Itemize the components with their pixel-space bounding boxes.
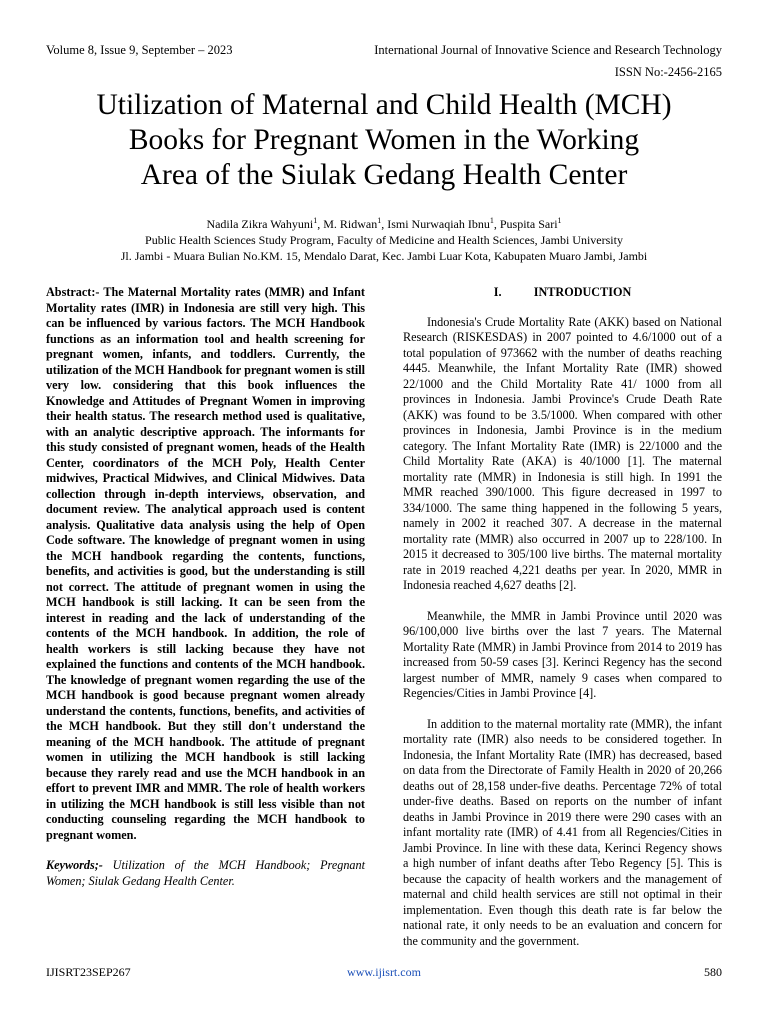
body-paragraph: Indonesia's Crude Mortality Rate (AKK) based on National Research (RISKESDAS) in 2007 pointed to 4.6/1000 out of a total population of 973662 with the number of deaths reaching 4445. Meanwhile, the Infant Mortality Rate (IMR) showed 22/1000 and the Child Mortality Rate 41/ 1000 from all provinces in Indonesia. Jambi Province's Crude Death Rate (AKK) was found to be 3.5/1000. When compared with other provinces in Indonesia, Jambi Province is in the medium category. The Infant Mortality Rate (IMR) is 22/1000 and the Child Mortality Rate (AKA) is 40/1000 [1]. The maternal mortality rate (MMR) in Indonesia is still high. In 1991 the MMR reached 390/1000. This figure decreased in 1997 to 334/1000. The same thing happened in the following 5 years, namely in 2002 it reached 307. A decrease in the maternal mortality rate (MMR) also occurred in 2007 up to 228/100. In 2015 it decreased to 305/100 live births. The maternal mortality rate in 2019 reached 4,221 deaths per year. In 2020, MMR in Indonesia reached 4,627 deaths [2].: [403, 314, 722, 592]
keywords: [46, 858, 365, 889]
author-affiliation-mark: 1: [377, 216, 382, 225]
footer-website-link[interactable]: www.ijisrt.com: [347, 965, 421, 979]
page-number: 580: [704, 965, 722, 979]
journal-issn: ISSN No:-2456-2165: [614, 65, 722, 79]
author-affiliation-mark: 1: [489, 216, 494, 225]
title-line: Area of the Siulak Gedang Health Center: [140, 159, 628, 191]
title-line: Books for Pregnant Women in the Working: [128, 124, 640, 156]
author-name: Ismi Nurwaqiah Ibnu: [387, 217, 490, 231]
section-title: INTRODUCTION: [533, 285, 632, 299]
section-heading: [403, 285, 722, 301]
author-affiliation-mark: 1: [557, 216, 562, 225]
abstract: Abstract:- The Maternal Mortality rates (MMR) and Infant Mortality rates (IMR) in Indonesia are still very high. This can be influenced by various factors. The MCH Handbook functions as an information tool and health screening for pregnant women, infants, and toddlers. Currently, the utilization of the MCH Handbook for pregnant women is still very low. considering that this book influences the Knowledge and Attitudes of Pregnant Women in improving their health status. The research method used is qualitative, with an analytic descriptive approach. The informants for this study consisted of pregnant women, heads of the Health Center, coordinators of the MCH Poly, Health Center midwives, Practical Midwives, and Clinical Midwives. Data collection through in-depth interviews, observation, and document review. The analytical approach used is content analysis. Qualitative data analysis using the help of Open Code software. The knowledge of pregnant women in using the MCH handbook regarding the contents, functions, benefits, and activities is good, but the understanding is still not correct. The attitude of pregnant women in using the MCH handbook is still lacking. It can be seen from the interest in reading and the lack of understanding of the contents of the MCH handbook. In addition, the role of health workers is still lacking because they have not explained the functions and contents of the MCH handbook. The knowledge of pregnant women regarding the use of the MCH handbook is good because pregnant women already understand the contents, functions, benefits, and activities of the MCH handbook. But they still don't understand the meaning of the MCH handbook. The attitude of pregnant women in utilizing the MCH handbook is still lacking because they rarely read and use the MCH handbook in an effort to prevent IMR and MMR. The role of health workers in utilizing the MCH handbook is still less visible than not conducting counseling regarding the MCH handbook to pregnant women.: [46, 285, 365, 842]
author-name: Puspita Sari: [499, 217, 558, 231]
author-affiliation: Public Health Sciences Study Program, Faculty of Medicine and Health Sciences, Jambi University: [145, 233, 623, 247]
footer-article-id: IJISRT23SEP267: [46, 965, 131, 979]
author-names: Nadila Zikra Wahyuni$^1$, M. Ridwan$^1$, Ismi Nurwaqiah Ibnu$^1$, Puspita Sari$^1$: [206, 216, 562, 231]
body-paragraph: In addition to the maternal mortality rate (MMR), the infant mortality rate (IMR) also needs to be considered together. In Indonesia, the Infant Mortality Rate (IMR) has decreased, based on data from the Directorate of Family Health in 2020 of 20,266 deaths out of 28,158 under-five deaths. Percentage 72% of total under-five deaths. Based on reports on the number of infant deaths in Jambi Province in 2019 there were 290 cases with an infant mortality rate (IMR) of 4.41 from all Regencies/Cities in Jambi Province. In line with these data, Kerinci Regency shows a high number of infant deaths after Tebo Regency [5]. This is because the capacity of health workers and the management of maternal and child health services are still not optimal in their implementation. Even though this death rate is far below the national rate, it only needs to be an evaluation and concern for the community and the government.: [403, 716, 722, 948]
keywords-label: Keywords;-: [46, 858, 103, 872]
author-block: [40, 213, 728, 264]
author-name: M. Ridwan: [323, 217, 378, 231]
author-affiliation-mark: 1: [313, 216, 318, 225]
journal-volume: Volume 8, Issue 9, September – 2023: [46, 43, 233, 57]
right-column: [403, 285, 722, 964]
keywords-text: Utilization of the MCH Handbook; Pregnant Women; Siulak Gedang Health Center.: [46, 858, 365, 888]
left-column: [46, 285, 365, 889]
body-paragraph: Meanwhile, the MMR in Jambi Province until 2020 was 96/100,000 live births over the last 7 years. The Maternal Mortality Rate (MMR) in Jambi Province from 2014 to 2019 has increased from 50-59 cases [3]. Kerinci Regency has the second largest number of MMR, namely 9 cases when compared to Regencies/Cities in Jambi Province [4].: [403, 608, 722, 700]
paper-title: [40, 88, 728, 193]
journal-name: International Journal of Innovative Science and Research Technology: [374, 43, 722, 57]
author-name: Nadila Zikra Wahyuni: [206, 217, 314, 231]
title-line: Utilization of Maternal and Child Health (MCH): [96, 89, 672, 121]
author-address: Jl. Jambi - Muara Bulian No.KM. 15, Mendalo Darat, Kec. Jambi Luar Kota, Kabupaten Muaro Jambi, Jambi: [120, 249, 648, 263]
section-number: I.: [493, 285, 502, 299]
